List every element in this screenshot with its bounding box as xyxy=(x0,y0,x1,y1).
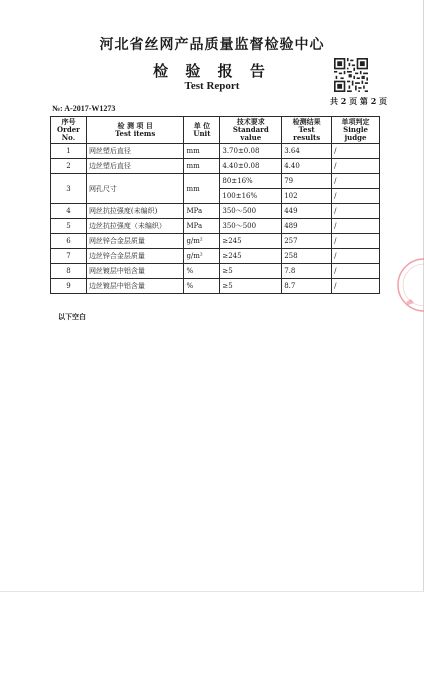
test-item-cell: 边丝镀层中铝含量 xyxy=(86,279,184,294)
test-result-cell: 3.64 xyxy=(282,144,332,159)
test-result-cell: 257 xyxy=(282,234,332,249)
judge-cell: / xyxy=(332,264,380,279)
standard-value-cell: 80±16% xyxy=(220,174,282,189)
judge-cell: / xyxy=(332,189,380,204)
test-result-cell: 79 xyxy=(282,174,332,189)
blank-below-note: 以下空白 xyxy=(58,312,86,321)
header-unit: 单 位 Unit xyxy=(184,117,220,144)
table-row xyxy=(51,204,380,219)
table-row xyxy=(51,264,380,279)
judge-cell: / xyxy=(332,204,380,219)
table-row xyxy=(51,159,380,174)
qr-code-icon xyxy=(334,58,368,92)
test-item-cell: 网孔尺寸 xyxy=(86,174,184,204)
table-row xyxy=(51,279,380,294)
test-result-cell: 8.7 xyxy=(282,279,332,294)
order-no-cell: 9 xyxy=(51,279,87,294)
page-info: 共 2 页 第 2 页 xyxy=(330,96,388,106)
judge-cell: / xyxy=(332,279,380,294)
test-item-cell: 边丝锌合金层质量 xyxy=(86,249,184,264)
test-result-cell: 102 xyxy=(282,189,332,204)
report-title-english: Test Report xyxy=(184,80,240,92)
standard-value-cell: ≥245 xyxy=(220,249,282,264)
test-results-table xyxy=(50,116,380,294)
test-result-cell: 4.40 xyxy=(282,159,332,174)
standard-value-cell: ≥5 xyxy=(220,264,282,279)
standard-value-cell: 350～500 xyxy=(220,219,282,234)
header-order-no: 序号 Order No. xyxy=(51,117,87,144)
table-row xyxy=(51,174,380,189)
organization-name: 河北省丝网产品质量监督检验中心 xyxy=(99,37,325,53)
order-no-cell: 4 xyxy=(51,204,87,219)
test-result-cell: 7.8 xyxy=(282,264,332,279)
unit-cell: mm xyxy=(184,174,220,204)
judge-cell: / xyxy=(332,219,380,234)
order-no-cell: 3 xyxy=(51,174,87,204)
header-single-judge: 单项判定 Single judge xyxy=(332,117,380,144)
standard-value-cell: 3.70±0.08 xyxy=(220,144,282,159)
order-no-cell: 5 xyxy=(51,219,87,234)
test-item-cell: 网丝镀层中铝含量 xyxy=(86,264,184,279)
test-result-cell: 258 xyxy=(282,249,332,264)
header-test-items: 检 测 项 目 Test items xyxy=(86,117,184,144)
judge-cell: / xyxy=(332,234,380,249)
table-row xyxy=(51,219,380,234)
unit-cell: MPa xyxy=(184,219,220,234)
test-item-cell: 边丝塑后直径 xyxy=(86,159,184,174)
table-row xyxy=(51,249,380,264)
order-no-cell: 8 xyxy=(51,264,87,279)
judge-cell: / xyxy=(332,159,380,174)
report-number: №: A-2017-W1273 xyxy=(52,104,116,113)
unit-cell: mm xyxy=(184,159,220,174)
test-item-cell: 边丝抗拉强度（未编织） xyxy=(86,219,184,234)
header-standard-value: 技术要求 Standard value xyxy=(220,117,282,144)
standard-value-cell: ≥245 xyxy=(220,234,282,249)
judge-cell: / xyxy=(332,144,380,159)
unit-cell: g/m² xyxy=(184,234,220,249)
report-title-chinese: 检 验 报 告 xyxy=(153,62,271,80)
order-no-cell: 2 xyxy=(51,159,87,174)
unit-cell: % xyxy=(184,264,220,279)
unit-cell: MPa xyxy=(184,204,220,219)
judge-cell: / xyxy=(332,174,380,189)
header-test-results: 检测结果 Test results xyxy=(282,117,332,144)
table-header-row xyxy=(51,117,380,144)
table-row xyxy=(51,234,380,249)
unit-cell: g/m² xyxy=(184,249,220,264)
standard-value-cell: 100±16% xyxy=(220,189,282,204)
standard-value-cell: 4.40±0.08 xyxy=(220,159,282,174)
standard-value-cell: ≥5 xyxy=(220,279,282,294)
test-result-cell: 489 xyxy=(282,219,332,234)
test-item-cell: 网丝塑后直径 xyxy=(86,144,184,159)
unit-cell: mm xyxy=(184,144,220,159)
table-row xyxy=(51,144,380,159)
unit-cell: % xyxy=(184,279,220,294)
test-item-cell: 网丝抗拉强度(未编织) xyxy=(86,204,184,219)
test-item-cell: 网丝锌合金层质量 xyxy=(86,234,184,249)
test-result-cell: 449 xyxy=(282,204,332,219)
judge-cell: / xyxy=(332,249,380,264)
official-seal-stamp-icon xyxy=(396,250,424,320)
order-no-cell: 6 xyxy=(51,234,87,249)
order-no-cell: 1 xyxy=(51,144,87,159)
standard-value-cell: 350～500 xyxy=(220,204,282,219)
order-no-cell: 7 xyxy=(51,249,87,264)
